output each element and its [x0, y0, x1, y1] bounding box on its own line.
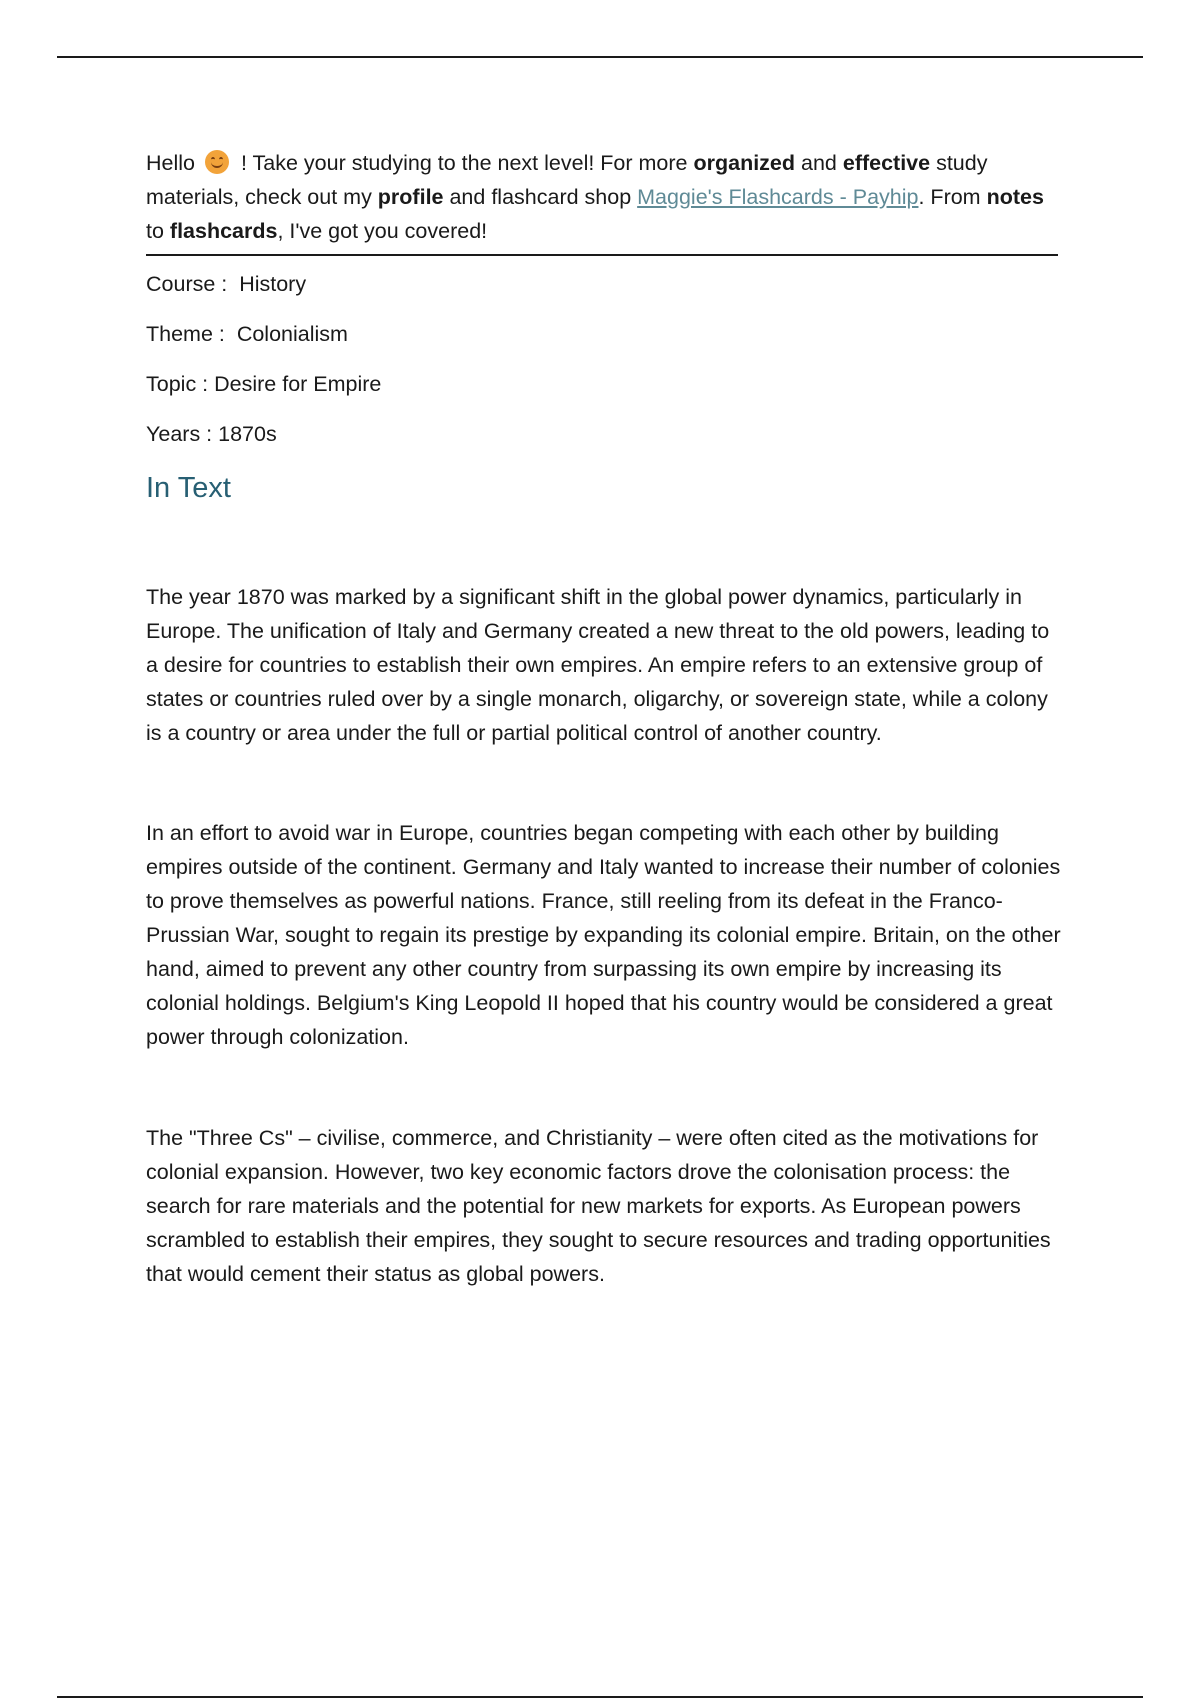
intro-bold-organized: organized: [693, 151, 796, 175]
intro-hello: Hello: [146, 151, 195, 175]
intro-text-7: , I've got you covered!: [277, 219, 488, 243]
intro-text-4: and flashcard shop: [443, 185, 638, 209]
years-label: Years :: [146, 422, 219, 446]
intro-text-6: to: [146, 219, 170, 243]
course-value: History: [239, 272, 307, 296]
intro-text-3: study materials, check out my: [146, 151, 988, 209]
document-body: [146, 146, 1066, 1291]
page-bottom-rule: [57, 1696, 1143, 1698]
flashcard-shop-link[interactable]: Maggie's Flashcards - Payhip: [637, 185, 919, 209]
body-paragraph-2: In an effort to avoid war in Europe, countries began competing with each other by building empires outside of the continent. Germany and Italy wanted to increase their number of colonies to prove themselves as powerful nations. France, still reeling from its defeat in the Franco-Prussian War, sought to regain its prestige by expanding its colonial empire. Britain, on the other hand, aimed to prevent any other country from surpassing its own empire by increasing its colonial holdings. Belgium's King Leopold II hoped that his country would be considered a great power through colonization.: [146, 821, 1061, 1049]
intro-paragraph: [146, 146, 1058, 256]
intro-bold-profile: profile: [377, 185, 444, 209]
course-metadata: [146, 270, 1066, 448]
years-value: 1870s: [218, 422, 277, 446]
intro-text-1: ! Take your studying to the next level! For more: [234, 151, 694, 175]
smiley-face-icon: [205, 150, 229, 174]
intro-bold-flashcards: flashcards: [169, 219, 278, 243]
section-heading: In Text: [146, 472, 231, 504]
theme-row: [146, 320, 1066, 348]
years-row: [146, 420, 1066, 448]
intro-bold-notes: notes: [986, 185, 1044, 209]
intro-text-2: and: [795, 151, 843, 175]
body-paragraph-1: The year 1870 was marked by a significant shift in the global power dynamics, particularly in Europe. The unification of Italy and Germany created a new threat to the old powers, leading to a desire for countries to establish their own empires. An empire refers to an extensive group of states or countries ruled over by a single monarch, oligarchy, or sovereign state, while a colony is a country or area under the full or partial political control of another country.: [146, 585, 1050, 745]
topic-row: [146, 370, 1066, 398]
intro-text-5: . From: [918, 185, 987, 209]
topic-label: Topic :: [146, 372, 215, 396]
topic-value: Desire for Empire: [214, 372, 382, 396]
theme-value: Colonialism: [236, 322, 348, 346]
course-label: Course :: [146, 272, 240, 296]
body-paragraph-3: The "Three Cs" – civilise, commerce, and Christianity – were often cited as the motivations for colonial expansion. However, two key economic factors drove the colonisation process: the search for rare materials and the potential for new markets for exports. As European powers scrambled to establish their empires, they sought to secure resources and trading opportunities that would cement their status as global powers.: [146, 1126, 1051, 1286]
intro-bold-effective: effective: [842, 151, 931, 175]
page-top-rule: [57, 56, 1143, 58]
theme-label: Theme :: [146, 322, 237, 346]
course-row: [146, 270, 1066, 298]
